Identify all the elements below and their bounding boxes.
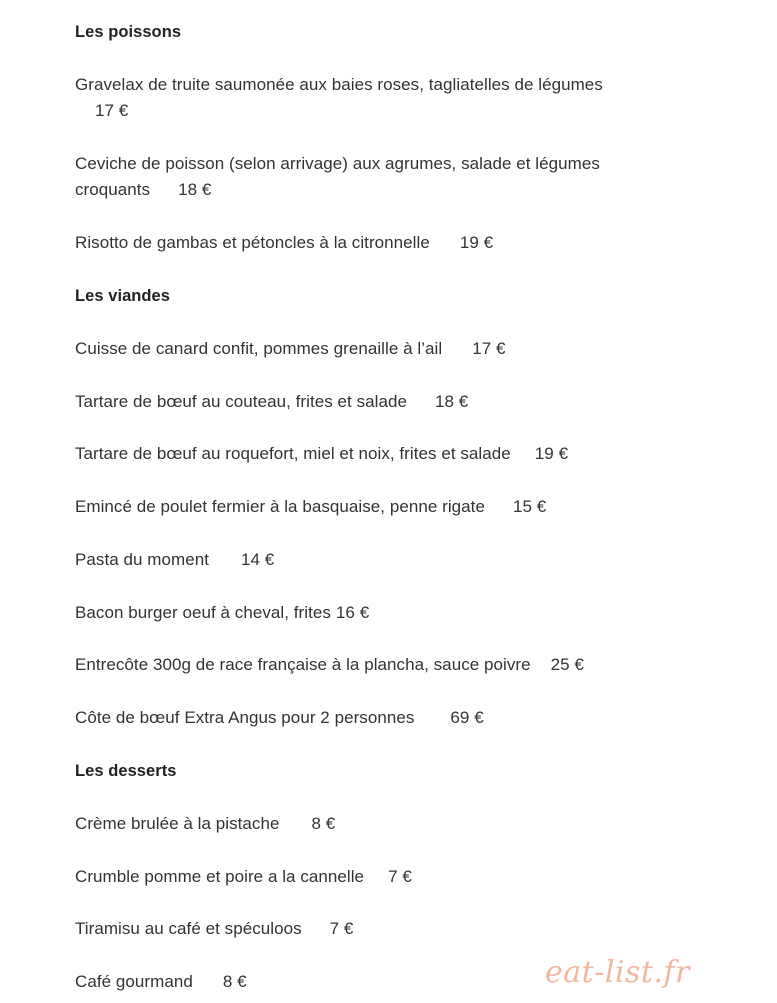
menu-item-name: Emincé de poulet fermier à la basquaise, penne rigate — [75, 497, 485, 516]
menu-item-name: Tiramisu au café et spéculoos — [75, 919, 302, 938]
section-heading-poissons: Les poissons — [75, 23, 182, 41]
menu-item-ceviche-cont — [75, 177, 211, 203]
menu-item-name: Tartare de bœuf au roquefort, miel et noix, frites et salade — [75, 444, 511, 463]
menu-item-price: 18 € — [178, 180, 212, 199]
menu-item-creme-brulee — [75, 811, 335, 837]
menu-item-name-continued: croquants — [75, 180, 151, 199]
section-heading-viandes: Les viandes — [75, 287, 171, 305]
menu-item-name: Ceviche de poisson (selon arrivage) aux agrumes, salade et légumes — [75, 154, 600, 173]
menu-item-price: 8 € — [311, 814, 336, 833]
menu-item-price: 15 € — [512, 497, 547, 516]
menu-item-tartare-roquefort — [75, 441, 568, 467]
menu-item-canard — [75, 336, 505, 362]
menu-item-price: 25 € — [550, 655, 584, 674]
menu-item-risotto — [75, 230, 493, 256]
menu-item-price: 17 € — [95, 101, 129, 120]
menu-item-name: Tartare de bœuf au couteau, frites et salade — [75, 392, 407, 411]
menu-item-gravelax — [75, 72, 603, 98]
menu-item-price: 19 € — [534, 444, 569, 463]
menu-item-ceviche — [75, 151, 600, 177]
menu-item-price: 7 € — [329, 919, 354, 938]
menu-item-cote-boeuf — [75, 705, 484, 731]
menu-item-name: Bacon burger oeuf à cheval, frites — [75, 603, 331, 622]
menu-item-entrecote — [75, 652, 584, 678]
menu-item-tiramisu — [75, 916, 353, 942]
menu-item-name: Cuisse de canard confit, pommes grenaille à l’ail — [75, 339, 443, 358]
menu-item-name: Entrecôte 300g de race française à la plancha, sauce poivre — [75, 655, 531, 674]
menu-item-price: 19 € — [459, 233, 494, 252]
menu-item-name: Pasta du moment — [75, 550, 209, 569]
menu-item-gravelax-price-line — [95, 98, 128, 124]
menu-item-name: Risotto de gambas et pétoncles à la citronnelle — [75, 233, 430, 252]
section-heading-desserts: Les desserts — [75, 762, 177, 780]
menu-item-name: Crème brulée à la pistache — [75, 814, 280, 833]
menu-item-name: Crumble pomme et poire a la cannelle — [75, 867, 365, 886]
menu-item-crumble — [75, 864, 412, 890]
menu-item-price: 16 € — [335, 603, 370, 622]
menu-item-emince-poulet — [75, 494, 546, 520]
menu-item-price: 17 € — [472, 339, 506, 358]
menu-item-price: 14 € — [241, 550, 275, 569]
watermark-logo: eat-list.fr — [545, 955, 690, 990]
menu-item-pasta — [75, 547, 274, 573]
menu-item-price: 8 € — [222, 972, 247, 991]
menu-item-price: 18 € — [435, 392, 469, 411]
menu-item-bacon-burger — [75, 600, 369, 626]
menu-item-cafe-gourmand — [75, 969, 247, 995]
menu-item-name: Gravelax de truite saumonée aux baies roses, tagliatelles de légumes — [75, 75, 603, 94]
menu-item-name: Côte de bœuf Extra Angus pour 2 personnes — [75, 708, 415, 727]
menu-item-name: Café gourmand — [75, 972, 193, 991]
menu-item-price: 69 € — [450, 708, 484, 727]
menu-item-tartare-couteau — [75, 389, 468, 415]
menu-item-price: 7 € — [388, 867, 412, 886]
